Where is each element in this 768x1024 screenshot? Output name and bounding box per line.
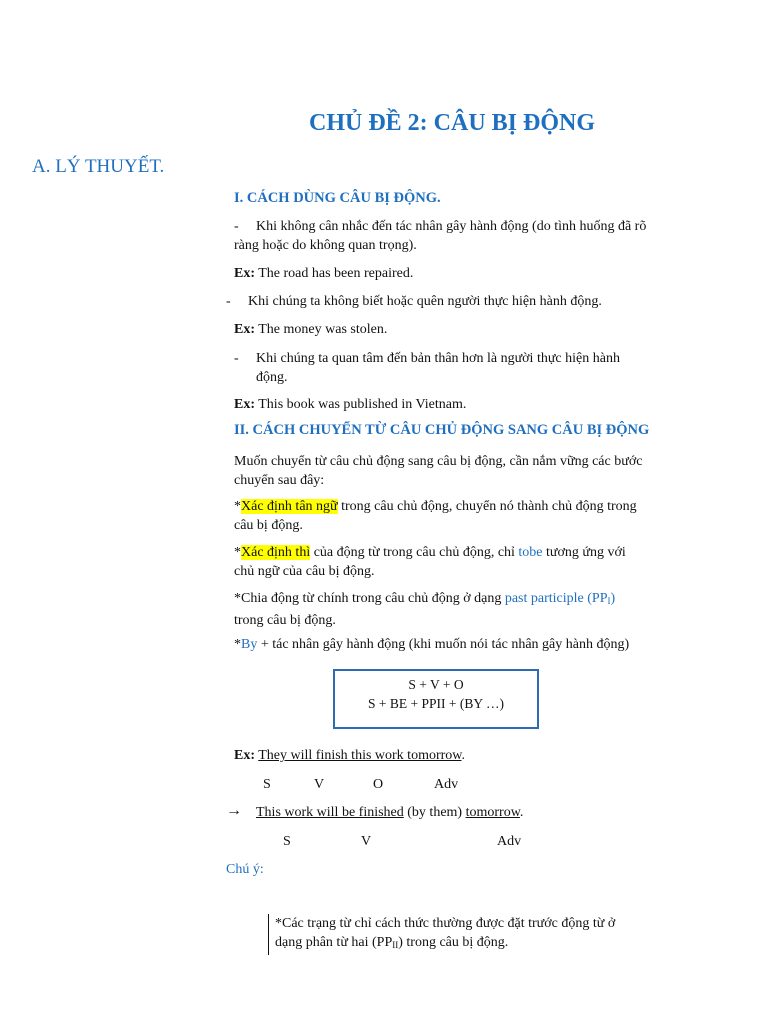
- intro-line-2: chuyển sau đây:: [234, 473, 325, 488]
- section-a-heading: A. LÝ THUYẾT.: [32, 156, 165, 177]
- page-title: CHỦ ĐỀ 2: CÂU BỊ ĐỘNG: [308, 110, 595, 136]
- step-4: [234, 635, 629, 654]
- ex-label: Ex:: [234, 266, 255, 281]
- past-participle-text: past participle $(PP_I)$: [504, 591, 616, 606]
- example-active: Ex: They will finish this work tomorrow.: [234, 748, 465, 763]
- note-box: [268, 914, 655, 955]
- example-text: The road has been repaired.: [258, 266, 414, 281]
- ex-label: Ex:: [234, 397, 255, 412]
- intro-line: Muốn chuyển từ câu chủ động sang câu bị động, cần nắm vững các bước: [234, 454, 643, 469]
- item1-text: Khi không cân nhắc đến tác nhân gây hành động (do tình huống đã rõ: [256, 219, 647, 234]
- step3-text-2: trong câu bị động.: [234, 613, 336, 628]
- part1-example1: [234, 264, 413, 283]
- note-label: Chú ý:: [226, 862, 264, 877]
- part2-intro: [234, 452, 694, 490]
- label-o: O: [373, 777, 384, 792]
- item2-text: Khi chúng ta không biết hoặc quên người thực hiện hành động.: [248, 294, 602, 309]
- star: *: [234, 499, 241, 514]
- label-s: S: [283, 834, 291, 849]
- label-v: V: [314, 777, 325, 792]
- note-text: *Các trạng từ chỉ cách thức thường được đặt trước động từ ở: [275, 916, 616, 931]
- part2-heading: II. CÁCH CHUYỂN TỪ CÂU CHỦ ĐỘNG SANG CÂU BỊ ĐỘNG: [234, 422, 650, 438]
- formula-box: [333, 669, 539, 729]
- star: *: [234, 637, 241, 652]
- star: *: [234, 545, 241, 560]
- label-adv: Adv: [497, 834, 522, 849]
- active-sentence: They will finish this work tomorrow: [258, 748, 462, 763]
- part1-item1: [234, 217, 694, 255]
- step2-text-end: tương ứng với: [542, 545, 626, 560]
- highlight-object: Xác định tân ngữ: [241, 499, 338, 514]
- tobe-text: tobe: [518, 545, 543, 560]
- by-text: By: [241, 637, 258, 652]
- arrow-icon: →: [226, 802, 242, 819]
- step1-text-2: câu bị động.: [234, 518, 303, 533]
- item3-text-2: động.: [256, 370, 288, 385]
- formula-active: S + V + O: [408, 677, 464, 692]
- step4-text: + tác nhân gây hành động (khi muốn nói tác nhân gây hành động): [257, 637, 630, 652]
- ex-label: Ex:: [234, 322, 255, 337]
- example-text: The money was stolen.: [258, 322, 388, 337]
- part1-heading: I. CÁCH DÙNG CÂU BỊ ĐỘNG.: [234, 190, 441, 206]
- formula-passive: S + BE + PPII + (BY …): [368, 696, 504, 711]
- label-v: V: [361, 834, 372, 849]
- step2-text-2: chủ ngữ của câu bị động.: [234, 564, 375, 579]
- item3-text: Khi chúng ta quan tâm đến bản thân hơn là người thực hiện hành: [256, 351, 620, 366]
- example-text: This book was published in Vietnam.: [258, 397, 467, 412]
- highlight-tense: Xác định thì: [241, 545, 311, 560]
- example-passive: This work will be finished (by them) tomorrow.: [256, 805, 524, 820]
- step-1: [234, 497, 694, 535]
- label-adv: Adv: [434, 777, 459, 792]
- part1-item2: [226, 292, 602, 311]
- passive-agent: (by them): [403, 805, 466, 820]
- dash: -: [234, 219, 239, 234]
- part1-example3: [234, 395, 466, 414]
- step-3: [234, 589, 694, 630]
- step-2: [234, 543, 694, 581]
- ex-label: Ex:: [234, 748, 255, 763]
- step3-text: *Chia động từ chính trong câu chủ động ở dạng: [234, 591, 505, 606]
- label-s: S: [263, 777, 271, 792]
- dash: -: [234, 351, 239, 366]
- passive-adverb: tomorrow: [465, 805, 520, 820]
- step1-text: trong câu chủ động, chuyển nó thành chủ động trong: [337, 499, 637, 514]
- note-text-2: dạng phân từ hai $(PP_{II})$ trong câu bị động.: [275, 935, 509, 950]
- item1-text-2: ràng hoặc do không quan trọng).: [234, 238, 417, 253]
- passive-subject-verb: This work will be finished: [256, 805, 404, 820]
- part1-example2: [234, 320, 387, 339]
- step2-text: của động từ trong câu chủ động, chỉ: [310, 545, 519, 560]
- part1-item3: [234, 349, 694, 387]
- dash: -: [226, 294, 231, 309]
